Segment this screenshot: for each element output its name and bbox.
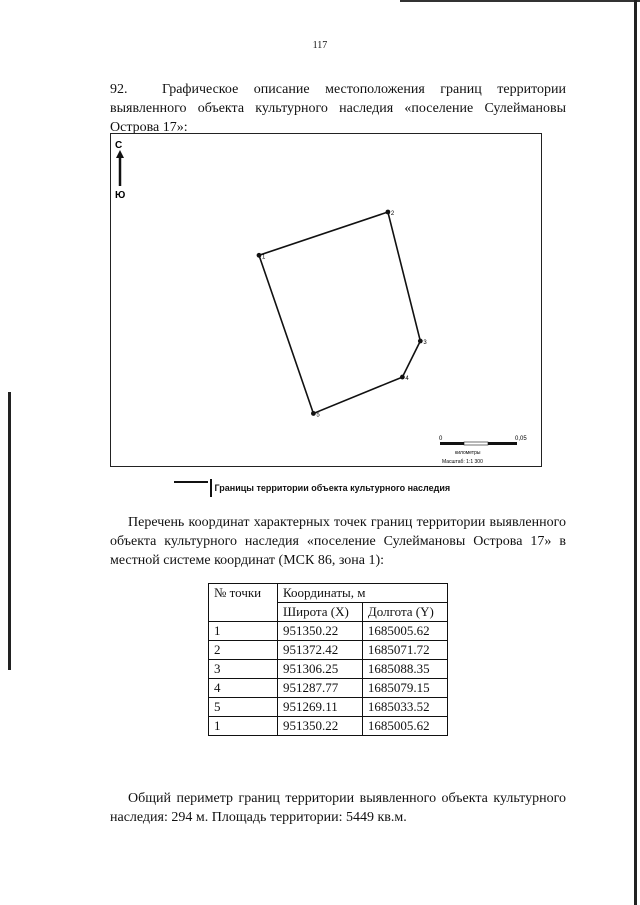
boundary-point-marker	[311, 411, 316, 416]
boundary-point-label: 3	[423, 340, 427, 347]
boundary-point-label: 4	[405, 376, 409, 383]
section-heading	[110, 80, 566, 137]
cell-lon: 1685088.35	[362, 660, 447, 679]
coordinates-table	[208, 583, 448, 736]
legend-tick-icon	[210, 479, 212, 497]
boundary-point-label: 5	[316, 412, 320, 419]
scale-ratio-label: Масштаб: 1:1 300	[442, 459, 483, 465]
scale-segment-dark	[440, 442, 464, 445]
boundary-point-marker	[257, 253, 262, 258]
boundary-map	[110, 133, 542, 467]
cell-lon: 1685005.62	[362, 717, 447, 736]
boundary-point-label: 2	[390, 211, 395, 217]
boundary-point-marker	[400, 375, 405, 380]
north-arrow	[115, 140, 125, 201]
scale-segment-dark-2	[488, 442, 517, 445]
cell-point: 1	[209, 717, 278, 736]
header-lon: Долгота (Y)	[362, 603, 447, 622]
map-canvas	[111, 134, 543, 468]
cell-lon: 1685071.72	[362, 641, 447, 660]
point-layer	[257, 210, 428, 419]
north-label: С	[115, 140, 123, 151]
coordinates-intro	[110, 513, 566, 570]
table-row	[209, 660, 448, 679]
header-lat: Широта (X)	[278, 603, 363, 622]
boundary-point-label: 1	[262, 254, 266, 261]
scale-end-label: 0,05	[515, 436, 527, 442]
section-text: Графическое описание местоположения границ территории выявленного объекта культурного наследия «поселение Сулеймановы Острова 17»:	[110, 82, 566, 135]
cell-lat: 951306.25	[278, 660, 363, 679]
cell-lon: 1685079.15	[362, 679, 447, 698]
scan-edge-left	[8, 392, 11, 670]
header-point: № точки	[209, 584, 278, 622]
legend-line-icon	[174, 481, 208, 483]
cell-point: 2	[209, 641, 278, 660]
table-row	[209, 679, 448, 698]
scale-units-label: километры	[455, 450, 481, 456]
cell-point: 1	[209, 622, 278, 641]
boundary-polygon	[259, 212, 420, 413]
cell-lon: 1685005.62	[362, 622, 447, 641]
south-label: Ю	[115, 190, 126, 201]
boundary-point-marker	[385, 210, 390, 215]
summary-text: Общий периметр границ территории выявленного объекта культурного наследия: 294 м. Площадь территории: 5449 кв.м.	[110, 791, 566, 825]
scan-edge-right	[634, 0, 637, 905]
cell-lat: 951269.11	[278, 698, 363, 717]
scale-start-label: 0	[439, 436, 443, 442]
cell-point: 4	[209, 679, 278, 698]
scale-bar	[439, 436, 527, 465]
page-number: 117	[312, 40, 328, 51]
summary-paragraph	[110, 789, 566, 827]
boundary-point-marker	[418, 339, 423, 344]
table-row	[209, 622, 448, 641]
cell-lon: 1685033.52	[362, 698, 447, 717]
legend-label: Границы территории объекта культурного наследия	[214, 483, 451, 493]
header-coords: Координаты, м	[278, 584, 448, 603]
map-legend	[174, 478, 450, 498]
scale-segment-light	[464, 442, 488, 445]
table-row	[209, 641, 448, 660]
cell-lat: 951350.22	[278, 717, 363, 736]
table-row	[209, 698, 448, 717]
section-number: 92.	[110, 82, 128, 97]
coordinates-intro-text: Перечень координат характерных точек границ территории выявленного объекта культурного наследия «поселение Сулеймановы Острова 17» в местной системе координат (МСК 86, зона 1):	[110, 515, 566, 568]
cell-lat: 951372.42	[278, 641, 363, 660]
table-row	[209, 717, 448, 736]
cell-lat: 951287.77	[278, 679, 363, 698]
cell-point: 3	[209, 660, 278, 679]
cell-lat: 951350.22	[278, 622, 363, 641]
cell-point: 5	[209, 698, 278, 717]
scan-edge-top	[400, 0, 640, 2]
north-arrow-head-icon	[116, 150, 124, 158]
